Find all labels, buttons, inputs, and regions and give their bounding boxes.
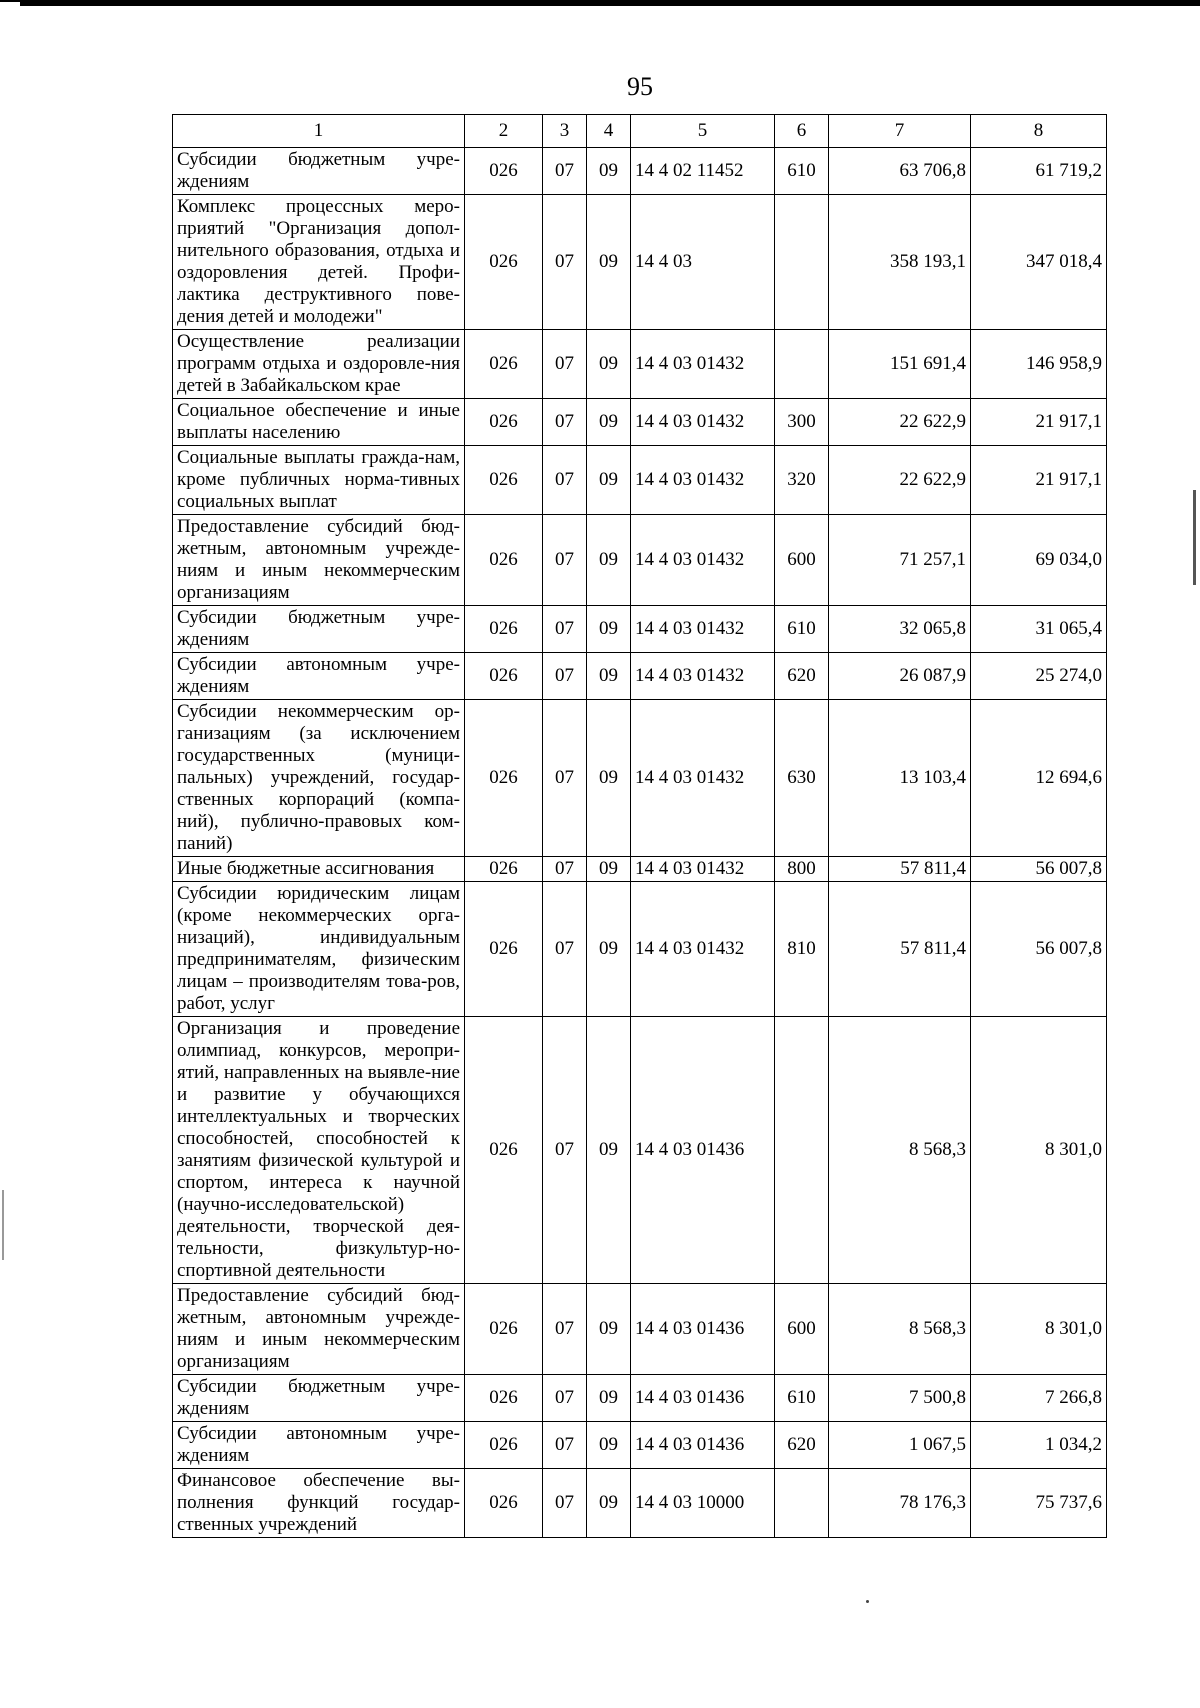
amount-year1-cell: 8 568,3 bbox=[829, 1284, 971, 1375]
subsection-code-cell: 09 bbox=[587, 1375, 631, 1422]
expense-name-cell: Предоставление субсидий бюд-жетным, автономным учрежде-ниям и иным некоммерческим организациям bbox=[173, 515, 465, 606]
section-code-cell: 07 bbox=[543, 1422, 587, 1469]
table-row bbox=[173, 399, 1107, 446]
section-code-cell: 07 bbox=[543, 446, 587, 515]
amount-year1-cell: 26 087,9 bbox=[829, 653, 971, 700]
target-article-cell: 14 4 03 bbox=[631, 195, 775, 330]
target-article-cell: 14 4 03 01432 bbox=[631, 882, 775, 1017]
expense-type-cell bbox=[775, 1017, 829, 1284]
table-row bbox=[173, 1422, 1107, 1469]
amount-year1-cell: 358 193,1 bbox=[829, 195, 971, 330]
table-row bbox=[173, 882, 1107, 1017]
expense-name-cell: Субсидии бюджетным учре-ждениям bbox=[173, 606, 465, 653]
target-article-cell: 14 4 03 01432 bbox=[631, 857, 775, 882]
grbs-code-cell: 026 bbox=[465, 1017, 543, 1284]
amount-year2-cell: 146 958,9 bbox=[971, 330, 1107, 399]
expense-type-cell bbox=[775, 195, 829, 330]
target-article-cell: 14 4 03 01432 bbox=[631, 399, 775, 446]
target-article-cell: 14 4 03 01436 bbox=[631, 1375, 775, 1422]
expense-type-cell: 610 bbox=[775, 606, 829, 653]
amount-year1-cell: 63 706,8 bbox=[829, 148, 971, 195]
header-row bbox=[173, 115, 1107, 148]
amount-year1-cell: 22 622,9 bbox=[829, 399, 971, 446]
amount-year2-cell: 347 018,4 bbox=[971, 195, 1107, 330]
subsection-code-cell: 09 bbox=[587, 195, 631, 330]
section-code-cell: 07 bbox=[543, 399, 587, 446]
subsection-code-cell: 09 bbox=[587, 446, 631, 515]
column-header: 1 bbox=[173, 115, 465, 148]
amount-year2-cell: 31 065,4 bbox=[971, 606, 1107, 653]
column-header: 2 bbox=[465, 115, 543, 148]
amount-year2-cell: 21 917,1 bbox=[971, 399, 1107, 446]
section-code-cell: 07 bbox=[543, 882, 587, 1017]
grbs-code-cell: 026 bbox=[465, 446, 543, 515]
amount-year1-cell: 22 622,9 bbox=[829, 446, 971, 515]
section-code-cell: 07 bbox=[543, 1375, 587, 1422]
column-header: 7 bbox=[829, 115, 971, 148]
budget-table bbox=[172, 114, 1107, 1538]
table-row bbox=[173, 653, 1107, 700]
table-row bbox=[173, 1017, 1107, 1284]
expense-name-cell: Субсидии некоммерческим ор-ганизациям (за исключением государственных (муници-пальных) учреждений, государ-ственных корпораций (компа-ний), публично-правовых ком-паний) bbox=[173, 700, 465, 857]
expense-name-cell: Иные бюджетные ассигнования bbox=[173, 857, 465, 882]
amount-year1-cell: 57 811,4 bbox=[829, 857, 971, 882]
table-row bbox=[173, 700, 1107, 857]
column-header: 6 bbox=[775, 115, 829, 148]
expense-type-cell bbox=[775, 1469, 829, 1538]
amount-year1-cell: 7 500,8 bbox=[829, 1375, 971, 1422]
expense-name-cell: Социальные выплаты гражда-нам, кроме публичных норма-тивных социальных выплат bbox=[173, 446, 465, 515]
subsection-code-cell: 09 bbox=[587, 857, 631, 882]
grbs-code-cell: 026 bbox=[465, 515, 543, 606]
expense-name-cell: Финансовое обеспечение вы-полнения функций государ-ственных учреждений bbox=[173, 1469, 465, 1538]
target-article-cell: 14 4 03 01436 bbox=[631, 1422, 775, 1469]
section-code-cell: 07 bbox=[543, 700, 587, 857]
grbs-code-cell: 026 bbox=[465, 653, 543, 700]
section-code-cell: 07 bbox=[543, 195, 587, 330]
subsection-code-cell: 09 bbox=[587, 606, 631, 653]
expense-type-cell bbox=[775, 330, 829, 399]
section-code-cell: 07 bbox=[543, 1284, 587, 1375]
amount-year1-cell: 1 067,5 bbox=[829, 1422, 971, 1469]
amount-year2-cell: 61 719,2 bbox=[971, 148, 1107, 195]
subsection-code-cell: 09 bbox=[587, 1422, 631, 1469]
amount-year2-cell: 56 007,8 bbox=[971, 882, 1107, 1017]
subsection-code-cell: 09 bbox=[587, 882, 631, 1017]
expense-type-cell: 600 bbox=[775, 1284, 829, 1375]
section-code-cell: 07 bbox=[543, 857, 587, 882]
grbs-code-cell: 026 bbox=[465, 148, 543, 195]
page-number: 95 bbox=[627, 72, 653, 101]
amount-year1-cell: 151 691,4 bbox=[829, 330, 971, 399]
expense-name-cell: Социальное обеспечение и иные выплаты населению bbox=[173, 399, 465, 446]
amount-year2-cell: 7 266,8 bbox=[971, 1375, 1107, 1422]
amount-year1-cell: 32 065,8 bbox=[829, 606, 971, 653]
expense-name-cell: Предоставление субсидий бюд-жетным, автономным учрежде-ниям и иным некоммерческим организациям bbox=[173, 1284, 465, 1375]
amount-year1-cell: 78 176,3 bbox=[829, 1469, 971, 1538]
grbs-code-cell: 026 bbox=[465, 882, 543, 1017]
expense-name-cell: Субсидии автономным учре-ждениям bbox=[173, 1422, 465, 1469]
expense-type-cell: 320 bbox=[775, 446, 829, 515]
section-code-cell: 07 bbox=[543, 653, 587, 700]
target-article-cell: 14 4 03 01436 bbox=[631, 1284, 775, 1375]
amount-year2-cell: 25 274,0 bbox=[971, 653, 1107, 700]
expense-name-cell: Осуществление реализации программ отдыха и оздоровле-ния детей в Забайкальском крае bbox=[173, 330, 465, 399]
amount-year2-cell: 75 737,6 bbox=[971, 1469, 1107, 1538]
amount-year2-cell: 12 694,6 bbox=[971, 700, 1107, 857]
grbs-code-cell: 026 bbox=[465, 1284, 543, 1375]
table-row bbox=[173, 857, 1107, 882]
table-row bbox=[173, 606, 1107, 653]
subsection-code-cell: 09 bbox=[587, 399, 631, 446]
expense-name-cell: Субсидии юридическим лицам (кроме некоммерческих орга-низаций), индивидуальным предпринимателям, физическим лицам – производителям това-ров, работ, услуг bbox=[173, 882, 465, 1017]
grbs-code-cell: 026 bbox=[465, 330, 543, 399]
expense-name-cell: Организация и проведение олимпиад, конкурсов, меропри-ятий, направленных на выявле-ние и развитие у обучающихся интеллектуальных и творческих способностей, способностей к занятиям физической культурой и спортом, интереса к научной (научно-исследовательской) деятельности, творческой дея-тельности, физкультур-но-спортивной деятельности bbox=[173, 1017, 465, 1284]
expense-name-cell: Субсидии бюджетным учре-ждениям bbox=[173, 1375, 465, 1422]
grbs-code-cell: 026 bbox=[465, 606, 543, 653]
table-body bbox=[173, 148, 1107, 1538]
table-row bbox=[173, 446, 1107, 515]
grbs-code-cell: 026 bbox=[465, 1469, 543, 1538]
table-row bbox=[173, 1284, 1107, 1375]
table-row bbox=[173, 515, 1107, 606]
grbs-code-cell: 026 bbox=[465, 857, 543, 882]
subsection-code-cell: 09 bbox=[587, 1284, 631, 1375]
amount-year2-cell: 69 034,0 bbox=[971, 515, 1107, 606]
expense-type-cell: 600 bbox=[775, 515, 829, 606]
subsection-code-cell: 09 bbox=[587, 330, 631, 399]
column-header: 3 bbox=[543, 115, 587, 148]
expense-name-cell: Комплекс процессных меро-приятий "Организация допол-нительного образования, отдыха и оздоровления детей. Профи-лактика деструктивного пове-дения детей и молодежи" bbox=[173, 195, 465, 330]
section-code-cell: 07 bbox=[543, 330, 587, 399]
table-row bbox=[173, 330, 1107, 399]
target-article-cell: 14 4 03 01436 bbox=[631, 1017, 775, 1284]
scan-edge-top bbox=[20, 0, 1200, 6]
expense-type-cell: 620 bbox=[775, 1422, 829, 1469]
expense-name-cell: Субсидии бюджетным учре-ждениям bbox=[173, 148, 465, 195]
column-header: 5 bbox=[631, 115, 775, 148]
scan-edge-right-mark bbox=[1193, 490, 1196, 585]
target-article-cell: 14 4 03 01432 bbox=[631, 330, 775, 399]
target-article-cell: 14 4 03 01432 bbox=[631, 606, 775, 653]
target-article-cell: 14 4 03 01432 bbox=[631, 446, 775, 515]
section-code-cell: 07 bbox=[543, 606, 587, 653]
scan-edge-left-mark bbox=[2, 1190, 4, 1260]
subsection-code-cell: 09 bbox=[587, 515, 631, 606]
expense-type-cell: 610 bbox=[775, 148, 829, 195]
target-article-cell: 14 4 03 01432 bbox=[631, 653, 775, 700]
expense-type-cell: 630 bbox=[775, 700, 829, 857]
section-code-cell: 07 bbox=[543, 148, 587, 195]
expense-name-cell: Субсидии автономным учре-ждениям bbox=[173, 653, 465, 700]
target-article-cell: 14 4 03 10000 bbox=[631, 1469, 775, 1538]
expense-type-cell: 610 bbox=[775, 1375, 829, 1422]
amount-year2-cell: 1 034,2 bbox=[971, 1422, 1107, 1469]
subsection-code-cell: 09 bbox=[587, 1017, 631, 1284]
amount-year1-cell: 13 103,4 bbox=[829, 700, 971, 857]
grbs-code-cell: 026 bbox=[465, 1375, 543, 1422]
amount-year2-cell: 8 301,0 bbox=[971, 1017, 1107, 1284]
scan-edge-top-left bbox=[0, 0, 20, 2]
target-article-cell: 14 4 03 01432 bbox=[631, 515, 775, 606]
table-row bbox=[173, 148, 1107, 195]
subsection-code-cell: 09 bbox=[587, 148, 631, 195]
amount-year1-cell: 57 811,4 bbox=[829, 882, 971, 1017]
column-header: 4 bbox=[587, 115, 631, 148]
amount-year2-cell: 8 301,0 bbox=[971, 1284, 1107, 1375]
subsection-code-cell: 09 bbox=[587, 700, 631, 857]
column-header: 8 bbox=[971, 115, 1107, 148]
expense-type-cell: 300 bbox=[775, 399, 829, 446]
section-code-cell: 07 bbox=[543, 515, 587, 606]
amount-year1-cell: 71 257,1 bbox=[829, 515, 971, 606]
subsection-code-cell: 09 bbox=[587, 653, 631, 700]
table-row bbox=[173, 1469, 1107, 1538]
expense-type-cell: 810 bbox=[775, 882, 829, 1017]
scan-speck bbox=[866, 1600, 869, 1603]
grbs-code-cell: 026 bbox=[465, 399, 543, 446]
table-row bbox=[173, 1375, 1107, 1422]
section-code-cell: 07 bbox=[543, 1469, 587, 1538]
amount-year1-cell: 8 568,3 bbox=[829, 1017, 971, 1284]
amount-year2-cell: 56 007,8 bbox=[971, 857, 1107, 882]
grbs-code-cell: 026 bbox=[465, 195, 543, 330]
target-article-cell: 14 4 02 11452 bbox=[631, 148, 775, 195]
expense-type-cell: 800 bbox=[775, 857, 829, 882]
grbs-code-cell: 026 bbox=[465, 700, 543, 857]
target-article-cell: 14 4 03 01432 bbox=[631, 700, 775, 857]
grbs-code-cell: 026 bbox=[465, 1422, 543, 1469]
expense-type-cell: 620 bbox=[775, 653, 829, 700]
table-row bbox=[173, 195, 1107, 330]
amount-year2-cell: 21 917,1 bbox=[971, 446, 1107, 515]
section-code-cell: 07 bbox=[543, 1017, 587, 1284]
subsection-code-cell: 09 bbox=[587, 1469, 631, 1538]
